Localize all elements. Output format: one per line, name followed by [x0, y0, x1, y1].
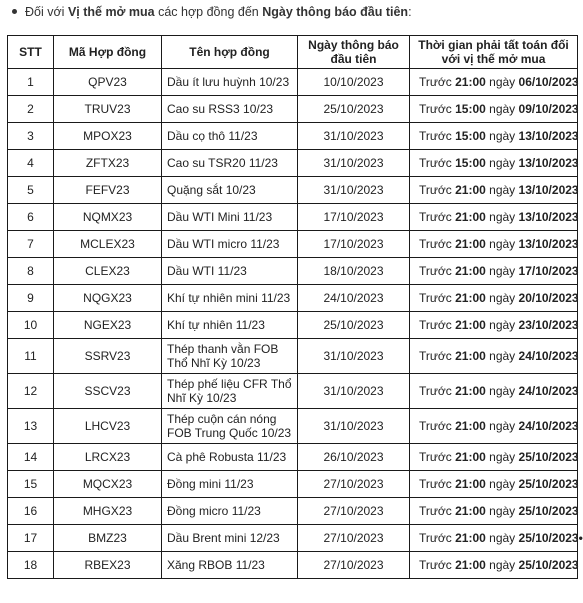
cell-contract-name: Dầu ít lưu huỳnh 10/23: [162, 69, 298, 96]
cell-first-notice-date: 18/10/2023: [298, 258, 410, 285]
deadline-time: 21:00: [455, 75, 486, 89]
cell-contract-code: MHGX23: [54, 498, 162, 525]
deadline-prefix: Trước: [419, 504, 456, 518]
cell-stt: 10: [8, 312, 54, 339]
deadline-time: 21:00: [455, 558, 486, 572]
cell-stt: 2: [8, 96, 54, 123]
deadline-middle: ngày: [485, 129, 519, 143]
deadline-time: 21:00: [455, 291, 486, 305]
cell-settlement-deadline: [410, 69, 578, 96]
cell-contract-name: Cao su TSR20 11/23: [162, 150, 298, 177]
table-row: [8, 123, 578, 150]
deadline-middle: ngày: [485, 237, 519, 251]
bullet-icon: [12, 9, 17, 14]
header-deadline-line2: với vị thế mở mua: [441, 52, 546, 66]
cell-contract-code: NGEX23: [54, 312, 162, 339]
table-row: [8, 231, 578, 258]
deadline-prefix: Trước: [419, 291, 456, 305]
deadline-date: 13/10/2023: [518, 237, 579, 251]
cell-settlement-deadline: [410, 204, 578, 231]
deadline-middle: ngày: [485, 558, 519, 572]
table-row: [8, 96, 578, 123]
deadline-date: 17/10/2023: [518, 264, 579, 278]
deadline-date: 13/10/2023: [518, 210, 579, 224]
cell-stt: 15: [8, 471, 54, 498]
cell-first-notice-date: 31/10/2023: [298, 123, 410, 150]
deadline-time: 21:00: [455, 264, 486, 278]
cell-contract-name: Dầu Brent mini 12/23: [162, 525, 298, 552]
intro-line: [0, 0, 582, 26]
cell-first-notice-date: 27/10/2023: [298, 525, 410, 552]
cell-contract-name: Quặng sắt 10/23: [162, 177, 298, 204]
cell-stt: 13: [8, 409, 54, 444]
deadline-date: 09/10/2023: [518, 102, 579, 116]
header-first-notice-date: [298, 36, 410, 69]
header-deadline-line1: Thời gian phải tất toán đối: [418, 38, 569, 52]
deadline-date: 20/10/2023: [518, 291, 579, 305]
table-row: [8, 409, 578, 444]
bullet-mark: •: [578, 531, 583, 545]
deadline-middle: ngày: [485, 183, 519, 197]
cell-first-notice-date: 27/10/2023: [298, 552, 410, 579]
cell-contract-name: Cao su RSS3 10/23: [162, 96, 298, 123]
cell-contract-code: RBEX23: [54, 552, 162, 579]
cell-first-notice-date: 27/10/2023: [298, 471, 410, 498]
deadline-date: 25/10/2023: [518, 558, 579, 572]
deadline-date: 13/10/2023: [518, 156, 579, 170]
cell-contract-name: Dầu WTI micro 11/23: [162, 231, 298, 258]
contracts-table: [7, 35, 583, 579]
deadline-middle: ngày: [485, 75, 519, 89]
cell-stt: 11: [8, 339, 54, 374]
cell-contract-code: CLEX23: [54, 258, 162, 285]
deadline-middle: ngày: [485, 349, 519, 363]
cell-contract-code: NQMX23: [54, 204, 162, 231]
header-notice-line1: Ngày thông báo: [308, 38, 399, 52]
deadline-date: 25/10/2023: [518, 504, 579, 518]
deadline-time: 15:00: [455, 129, 486, 143]
deadline-date: 13/10/2023: [518, 129, 579, 143]
cell-contract-code: NQGX23: [54, 285, 162, 312]
deadline-middle: ngày: [485, 477, 519, 491]
deadline-middle: ngày: [485, 318, 519, 332]
table-row: [8, 498, 578, 525]
deadline-middle: ngày: [485, 419, 519, 433]
cell-settlement-deadline: [410, 150, 578, 177]
cell-contract-name: Dầu cọ thô 11/23: [162, 123, 298, 150]
deadline-date: 23/10/2023: [518, 318, 579, 332]
table-row: [8, 471, 578, 498]
deadline-time: 21:00: [455, 384, 486, 398]
table-row: [8, 312, 578, 339]
intro-prefix: Đối với: [25, 5, 68, 19]
cell-contract-name: Khí tự nhiên mini 11/23: [162, 285, 298, 312]
cell-first-notice-date: 26/10/2023: [298, 444, 410, 471]
cell-first-notice-date: 31/10/2023: [298, 409, 410, 444]
cell-stt: 5: [8, 177, 54, 204]
cell-first-notice-date: 27/10/2023: [298, 498, 410, 525]
cell-stt: 7: [8, 231, 54, 258]
table-row: [8, 444, 578, 471]
deadline-prefix: Trước: [419, 237, 456, 251]
cell-stt: 4: [8, 150, 54, 177]
table-row: [8, 374, 578, 409]
table-row: [8, 285, 578, 312]
cell-stt: 9: [8, 285, 54, 312]
header-notice-line2: đầu tiên: [330, 52, 377, 66]
cell-contract-name: Xăng RBOB 11/23: [162, 552, 298, 579]
cell-stt: 18: [8, 552, 54, 579]
cell-stt: 12: [8, 374, 54, 409]
cell-first-notice-date: 17/10/2023: [298, 204, 410, 231]
cell-settlement-deadline: [410, 471, 578, 498]
table-header-row: [8, 36, 578, 69]
cell-stt: 8: [8, 258, 54, 285]
cell-settlement-deadline: [410, 177, 578, 204]
deadline-time: 21:00: [455, 477, 486, 491]
cell-contract-name: Đồng micro 11/23: [162, 498, 298, 525]
deadline-time: 21:00: [455, 504, 486, 518]
deadline-middle: ngày: [485, 504, 519, 518]
deadline-date: 25/10/2023: [518, 531, 579, 545]
deadline-prefix: Trước: [419, 210, 456, 224]
cell-stt: 3: [8, 123, 54, 150]
intro-bold-position: Vị thế mở mua: [67, 5, 155, 19]
deadline-time: 21:00: [455, 349, 486, 363]
deadline-prefix: Trước: [419, 419, 456, 433]
deadline-middle: ngày: [485, 531, 519, 545]
cell-contract-code: ZFTX23: [54, 150, 162, 177]
intro-middle: các hợp đồng đến: [154, 5, 263, 19]
deadline-date: 06/10/2023: [518, 75, 579, 89]
deadline-prefix: Trước: [419, 558, 456, 572]
cell-settlement-deadline: [410, 552, 578, 579]
deadline-time: 21:00: [455, 318, 486, 332]
deadline-date: 13/10/2023: [518, 183, 579, 197]
cell-contract-code: LHCV23: [54, 409, 162, 444]
cell-contract-name: Thép thanh vằn FOB Thổ Nhĩ Kỳ 10/23: [162, 339, 298, 374]
cell-settlement-deadline: [410, 374, 578, 409]
intro-bold-notice: Ngày thông báo đầu tiên: [262, 5, 409, 19]
cell-contract-name: Dầu WTI 11/23: [162, 258, 298, 285]
cell-settlement-deadline: [410, 96, 578, 123]
deadline-prefix: Trước: [419, 102, 456, 116]
table-row: [8, 552, 578, 579]
deadline-time: 15:00: [455, 156, 486, 170]
deadline-time: 21:00: [455, 531, 486, 545]
cell-contract-code: MCLEX23: [54, 231, 162, 258]
deadline-date: 24/10/2023: [518, 384, 579, 398]
cell-settlement-deadline: [410, 409, 578, 444]
deadline-prefix: Trước: [419, 531, 456, 545]
deadline-prefix: Trước: [419, 75, 456, 89]
cell-contract-code: TRUV23: [54, 96, 162, 123]
deadline-prefix: Trước: [419, 477, 456, 491]
cell-first-notice-date: 31/10/2023: [298, 177, 410, 204]
deadline-date: 25/10/2023: [518, 477, 579, 491]
cell-stt: 1: [8, 69, 54, 96]
intro-suffix: :: [408, 5, 412, 19]
deadline-middle: ngày: [485, 384, 519, 398]
deadline-prefix: Trước: [419, 349, 456, 363]
table-row: [8, 69, 578, 96]
cell-contract-name: Dầu WTI Mini 11/23: [162, 204, 298, 231]
table-row: [8, 177, 578, 204]
deadline-middle: ngày: [485, 450, 519, 464]
cell-contract-code: SSCV23: [54, 374, 162, 409]
table-row: [8, 150, 578, 177]
cell-settlement-deadline: [410, 498, 578, 525]
deadline-date: 24/10/2023: [518, 419, 579, 433]
cell-first-notice-date: 17/10/2023: [298, 231, 410, 258]
cell-first-notice-date: 31/10/2023: [298, 374, 410, 409]
header-settlement-deadline: [410, 36, 578, 69]
cell-contract-name: Đồng mini 11/23: [162, 471, 298, 498]
cell-settlement-deadline: [410, 123, 578, 150]
cell-contract-name: Thép phế liệu CFR Thổ Nhĩ Kỳ 10/23: [162, 374, 298, 409]
deadline-prefix: Trước: [419, 318, 456, 332]
cell-stt: 14: [8, 444, 54, 471]
deadline-prefix: Trước: [419, 450, 456, 464]
cell-settlement-deadline: [410, 444, 578, 471]
cell-contract-name: Thép cuộn cán nóng FOB Trung Quốc 10/23: [162, 409, 298, 444]
cell-contract-code: LRCX23: [54, 444, 162, 471]
cell-contract-code: QPV23: [54, 69, 162, 96]
deadline-time: 21:00: [455, 210, 486, 224]
cell-first-notice-date: 31/10/2023: [298, 339, 410, 374]
cell-contract-code: SSRV23: [54, 339, 162, 374]
cell-settlement-deadline: [410, 258, 578, 285]
deadline-prefix: Trước: [419, 156, 456, 170]
deadline-date: 25/10/2023: [518, 450, 579, 464]
cell-stt: 17: [8, 525, 54, 552]
cell-contract-code: MPOX23: [54, 123, 162, 150]
deadline-prefix: Trước: [419, 384, 456, 398]
table-row: [8, 204, 578, 231]
cell-contract-name: Cà phê Robusta 11/23: [162, 444, 298, 471]
cell-first-notice-date: 25/10/2023: [298, 312, 410, 339]
deadline-time: 21:00: [455, 419, 486, 433]
cell-settlement-deadline: [410, 231, 578, 258]
deadline-time: 15:00: [455, 102, 486, 116]
header-contract-code: Mã Hợp đồng: [54, 36, 162, 69]
cell-stt: 16: [8, 498, 54, 525]
cell-contract-code: BMZ23: [54, 525, 162, 552]
cell-contract-name: Khí tự nhiên 11/23: [162, 312, 298, 339]
cell-settlement-deadline: [410, 312, 578, 339]
table-row: [8, 525, 578, 552]
deadline-middle: ngày: [485, 264, 519, 278]
deadline-date: 24/10/2023: [518, 349, 579, 363]
deadline-middle: ngày: [485, 291, 519, 305]
deadline-middle: ngày: [485, 102, 519, 116]
deadline-time: 21:00: [455, 237, 486, 251]
table-row: [8, 339, 578, 374]
deadline-time: 21:00: [455, 450, 486, 464]
deadline-prefix: Trước: [419, 264, 456, 278]
cell-settlement-deadline: [410, 525, 583, 552]
header-stt: STT: [8, 36, 54, 69]
cell-first-notice-date: 10/10/2023: [298, 69, 410, 96]
deadline-prefix: Trước: [419, 129, 456, 143]
cell-first-notice-date: 24/10/2023: [298, 285, 410, 312]
cell-first-notice-date: 25/10/2023: [298, 96, 410, 123]
cell-stt: 6: [8, 204, 54, 231]
deadline-time: 21:00: [455, 183, 486, 197]
deadline-middle: ngày: [485, 156, 519, 170]
deadline-middle: ngày: [485, 210, 519, 224]
cell-contract-code: FEFV23: [54, 177, 162, 204]
deadline-prefix: Trước: [419, 183, 456, 197]
cell-contract-code: MQCX23: [54, 471, 162, 498]
cell-settlement-deadline: [410, 339, 578, 374]
cell-settlement-deadline: [410, 285, 578, 312]
table-row: [8, 258, 578, 285]
header-contract-name: Tên hợp đồng: [162, 36, 298, 69]
cell-first-notice-date: 31/10/2023: [298, 150, 410, 177]
